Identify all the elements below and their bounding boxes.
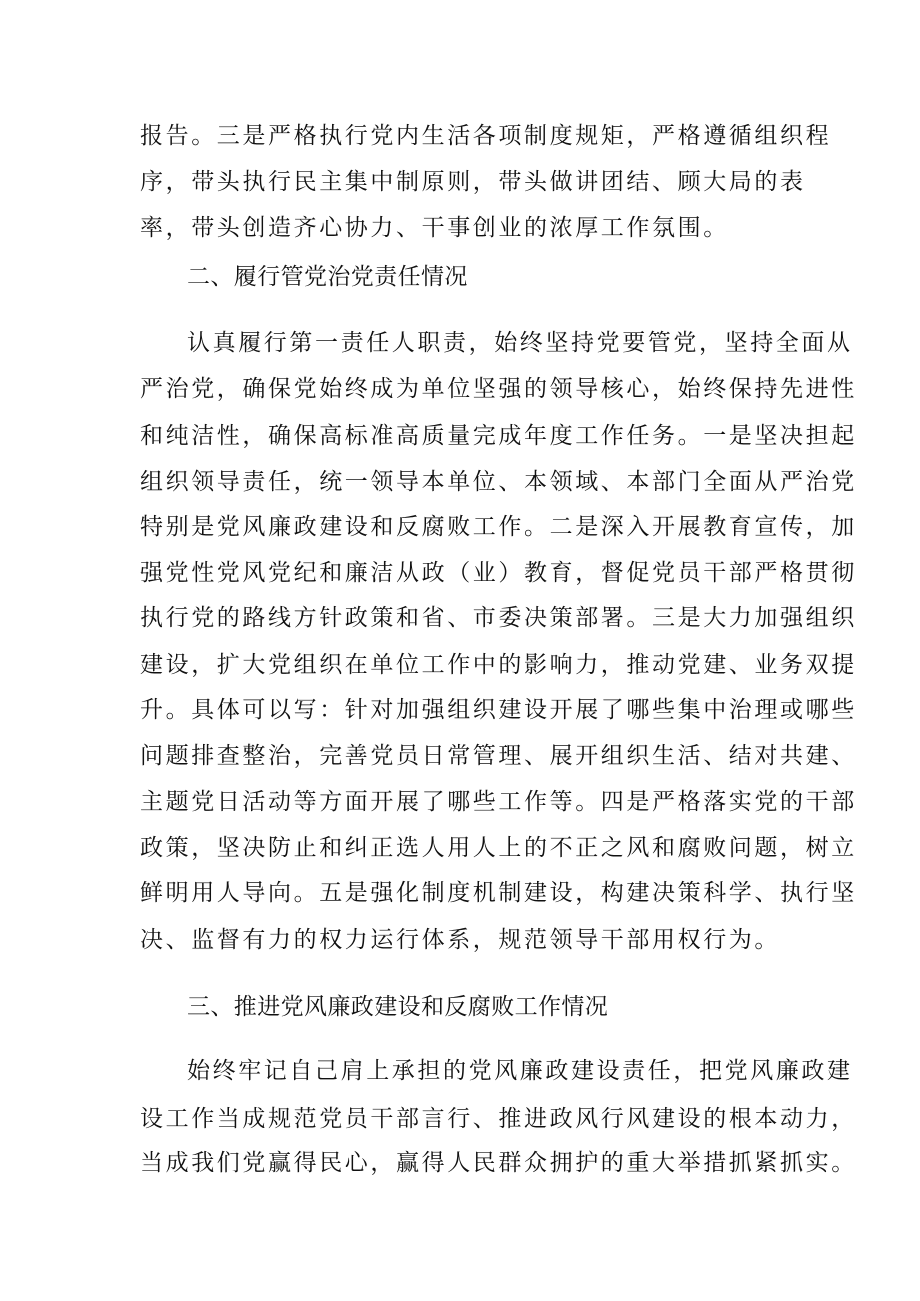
section-heading-3: 三、推进党风廉政建设和反腐败工作情况 <box>187 994 609 1020</box>
body-line: 强党性党风党纪和廉洁从政（业）教育，督促党员干部严格贯彻 <box>140 560 857 586</box>
body-line: 设工作当成规范党员干部言行、推进政风行风建设的根本动力， <box>140 1106 857 1132</box>
body-line: 建设，扩大党组织在单位工作中的影响力，推动党建、业务双提 <box>140 652 857 678</box>
body-line: 特别是党风廉政建设和反腐败工作。二是深入开展教育宣传，加 <box>140 514 857 540</box>
body-line: 序，带头执行民主集中制原则，带头做讲团结、顾大局的表 <box>140 169 806 195</box>
body-line: 认真履行第一责任人职责，始终坚持党要管党，坚持全面从 <box>187 330 853 356</box>
body-line: 问题排查整治，完善党员日常管理、展开组织生活、结对共建、 <box>140 743 857 769</box>
body-line: 始终牢记自己肩上承担的党风廉政建设责任，把党风廉政建 <box>187 1058 853 1084</box>
body-line: 报告。三是严格执行党内生活各项制度规矩，严格遵循组织程 <box>140 123 832 149</box>
body-line: 升。具体可以写：针对加强组织建设开展了哪些集中治理或哪些 <box>140 697 857 723</box>
body-line: 组织领导责任，统一领导本单位、本领域、本部门全面从严治党 <box>140 469 857 495</box>
body-line: 政策，坚决防止和纠正选人用人上的不正之风和腐败问题，树立 <box>140 835 857 861</box>
body-line: 决、监督有力的权力运行体系，规范领导干部用权行为。 <box>140 927 780 953</box>
body-line: 和纯洁性，确保高标准高质量完成年度工作任务。一是坚决担起 <box>140 423 857 449</box>
body-line: 执行党的路线方针政策和省、市委决策部署。三是大力加强组织 <box>140 605 857 631</box>
body-line: 率，带头创造齐心协力、干事创业的浓厚工作氛围。 <box>140 215 729 241</box>
body-line: 鲜明用人导向。五是强化制度机制建设，构建决策科学、执行坚 <box>140 880 857 906</box>
section-heading-2: 二、履行管党治党责任情况 <box>187 264 468 290</box>
body-line: 主题党日活动等方面开展了哪些工作等。四是严格落实党的干部 <box>140 789 857 815</box>
body-line: 严治党，确保党始终成为单位坚强的领导核心，始终保持先进性 <box>140 376 857 402</box>
body-line: 当成我们党赢得民心，赢得人民群众拥护的重大举措抓紧抓实。 <box>140 1150 857 1176</box>
